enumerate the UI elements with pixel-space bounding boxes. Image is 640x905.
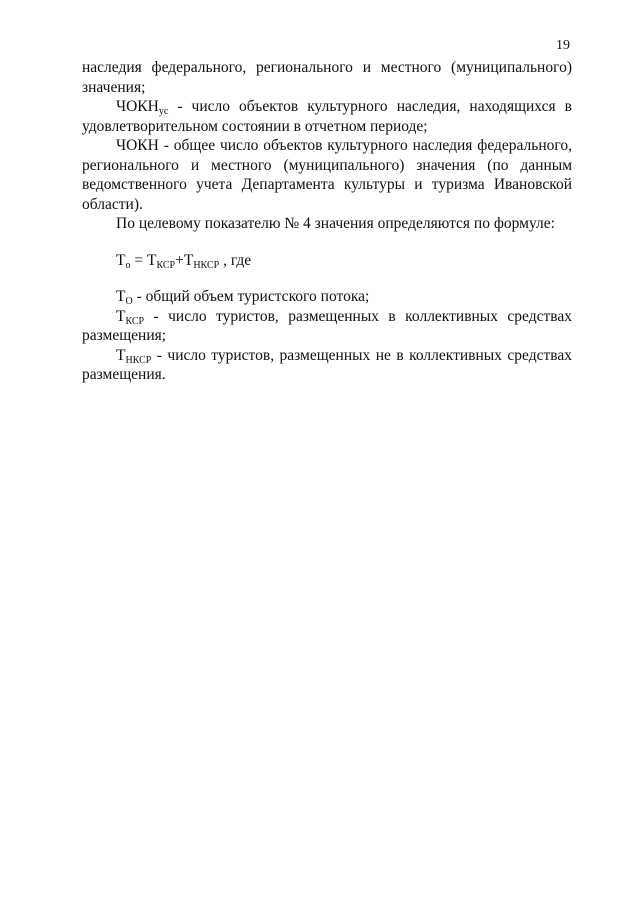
formula-plus: +Т (175, 251, 194, 269)
term-t: Т (116, 288, 126, 305)
formula-t: Т (116, 251, 126, 269)
definition-chokn-us (82, 97, 572, 136)
formula-sub-ksr: КСР (156, 259, 176, 271)
formula-sub-nksr: НКСР (193, 259, 220, 271)
paragraph-continuation: наследия федерального, регионального и местного (муниципального) значения; (82, 59, 572, 96)
term-t: Т (116, 346, 126, 364)
formula-tail: , где (219, 251, 252, 269)
term-subscript-o: О (125, 296, 133, 307)
definition-text: - число туристов, размещенных в коллективных средствах размещения; (82, 307, 572, 344)
term-t: Т (116, 307, 126, 325)
definition-tnksr (82, 346, 572, 385)
definition-text: - число объектов культурного наследия, находящихся в удовлетворительном состоянии в отчетном периоде; (82, 98, 572, 135)
formula (82, 251, 572, 271)
definition-chokn: ЧОКН - общее число объектов культурного наследия федерального, регионального и местного (муниципального) значения (по данным ведомственного учета Департамента культуры и туризма Ивановской области). (82, 137, 572, 213)
term-subscript-us: ус (158, 106, 169, 117)
definition-to (82, 287, 572, 307)
formula-sub-o: о (125, 259, 131, 271)
term-subscript-ksr: КСР (125, 315, 145, 327)
formula-eq: = Т (130, 251, 157, 269)
definition-tksr (82, 307, 572, 346)
definition-text: - число туристов, размещенных не в коллективных средствах размещения. (82, 346, 572, 383)
document-body (82, 58, 572, 385)
term-subscript-nksr: НКСР (125, 354, 152, 366)
term-chokn: ЧОКН (116, 98, 159, 115)
definition-text: - общий объем туристского потока; (132, 288, 370, 305)
page-number: 19 (556, 38, 570, 53)
indicator-intro: По целевому показателю № 4 значения определяются по формуле: (116, 215, 555, 232)
